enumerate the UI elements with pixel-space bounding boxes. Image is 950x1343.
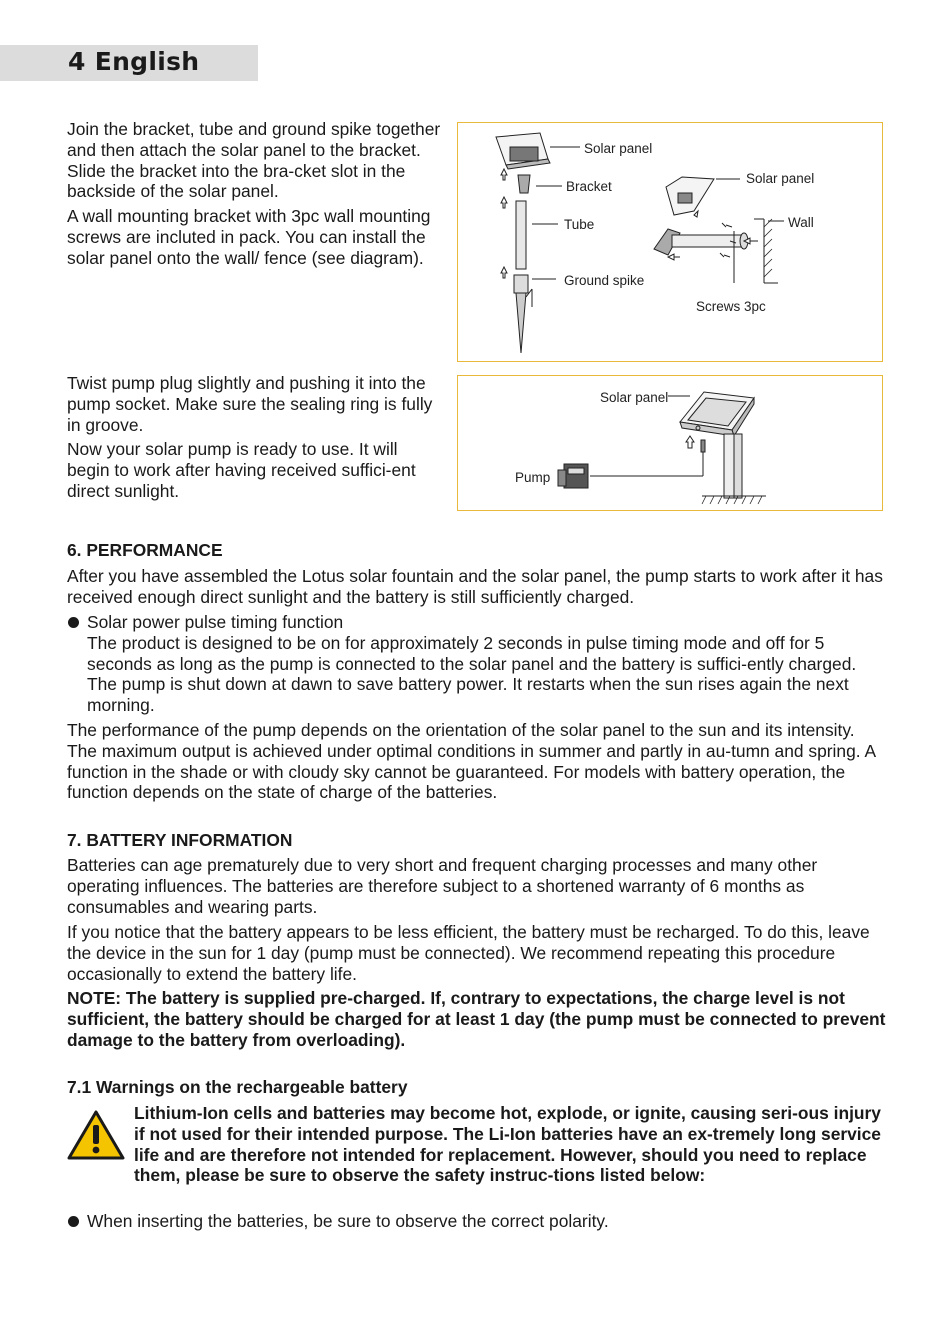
- label-solar-panel-wall: Solar panel: [746, 171, 815, 186]
- bullet-title: Solar power pulse timing function: [87, 612, 344, 632]
- assembly-paragraph-2: A wall mounting bracket with 3pc wall mounting screws are incluted in pack. You can install the solar panel onto the wall/ fence (see diagram).: [67, 206, 431, 268]
- bullet-dot-icon: [68, 617, 79, 628]
- performance-intro: After you have assembled the Lotus solar fountain and the solar panel, the pump starts to work after it has received enough direct sunlight and the battery is still sufficiently charged.: [67, 566, 883, 607]
- warning-triangle-icon: [67, 1110, 125, 1160]
- bullet-polarity-text: When inserting the batteries, be sure to observe the correct polarity.: [87, 1211, 609, 1231]
- bullet-pulse-timing: [67, 612, 887, 716]
- battery-heading: 7. BATTERY INFORMATION: [67, 830, 293, 850]
- assembly-diagram-drawing: [458, 123, 884, 363]
- label-screws: Screws 3pc: [696, 299, 766, 314]
- performance-heading: 6. PERFORMANCE: [67, 540, 223, 560]
- pump-paragraph-2: Now your solar pump is ready to use. It will begin to work after having received suffici-ent direct sunlight.: [67, 439, 416, 501]
- bullet-polarity: [67, 1211, 887, 1232]
- warnings-heading: 7.1 Warnings on the rechargeable battery: [67, 1077, 408, 1097]
- label-bracket: Bracket: [566, 179, 612, 194]
- pump-paragraph-1: Twist pump plug slightly and pushing it into the pump socket. Make sure the sealing ring is fully in groove.: [67, 373, 433, 435]
- assembly-diagram: [457, 122, 883, 362]
- battery-paragraph-1: Batteries can age prematurely due to very short and frequent charging processes and many other operating influences. The batteries are therefore subject to a shortened warranty of 6 months as consumables and wearing parts.: [67, 855, 818, 917]
- label-tube: Tube: [564, 217, 595, 232]
- label-solar-panel-pump: Solar panel: [600, 390, 669, 405]
- label-ground-spike: Ground spike: [564, 273, 645, 288]
- assembly-paragraph-1: Join the bracket, tube and ground spike together and then attach the solar panel to the bracket. Slide the bracket into the bra-cket slot in the backside of the solar panel.: [67, 119, 441, 202]
- bullet-body: The product is designed to be on for approximately 2 seconds in pulse timing mode and off for 5 seconds as long as the pump is connected to the solar panel and the battery is suffici-ently charged. The pump is shut down at dawn to save battery power. It restarts when the sun rises again the next morning.: [87, 632, 857, 716]
- battery-note: NOTE: The battery is supplied pre-charged. If, contrary to expectations, the charge level is not sufficient, the battery should be charged for at least 1 day (the pump must be connected to prevent damage to the battery from overloading).: [67, 988, 886, 1050]
- battery-paragraph-2: If you notice that the battery appears to be less efficient, the battery must be recharged. To do this, leave the device in the sun for 1 day (pump must be connected). We recommend repeating this procedure occasionally to extend the battery life.: [67, 922, 870, 984]
- label-pump: Pump: [515, 470, 551, 485]
- pump-diagram-drawing: [458, 376, 884, 512]
- warning-text: Lithium-Ion cells and batteries may become hot, explode, or ignite, causing seri-ous injury if not used for their intended purpose. The Li-Ion batteries have an ex-tremely long service life and are therefore not intended for replacement. However, should you need to replace them, please be sure to observe the safety instruc-tions listed below:: [134, 1103, 881, 1186]
- pump-diagram: [457, 375, 883, 511]
- label-solar-panel: Solar panel: [584, 141, 653, 156]
- label-wall: Wall: [788, 215, 814, 230]
- page-title: 4 English: [68, 47, 200, 76]
- bullet-dot-icon: [68, 1216, 79, 1227]
- performance-paragraph: The performance of the pump depends on the orientation of the solar panel to the sun and its intensity. The maximum output is achieved under optimal conditions in summer and partly in au-tumn and spring. A function in the shade or with cloudy sky cannot be guaranteed. For models with battery operation, the function depends on the state of charge of the batteries.: [67, 720, 876, 803]
